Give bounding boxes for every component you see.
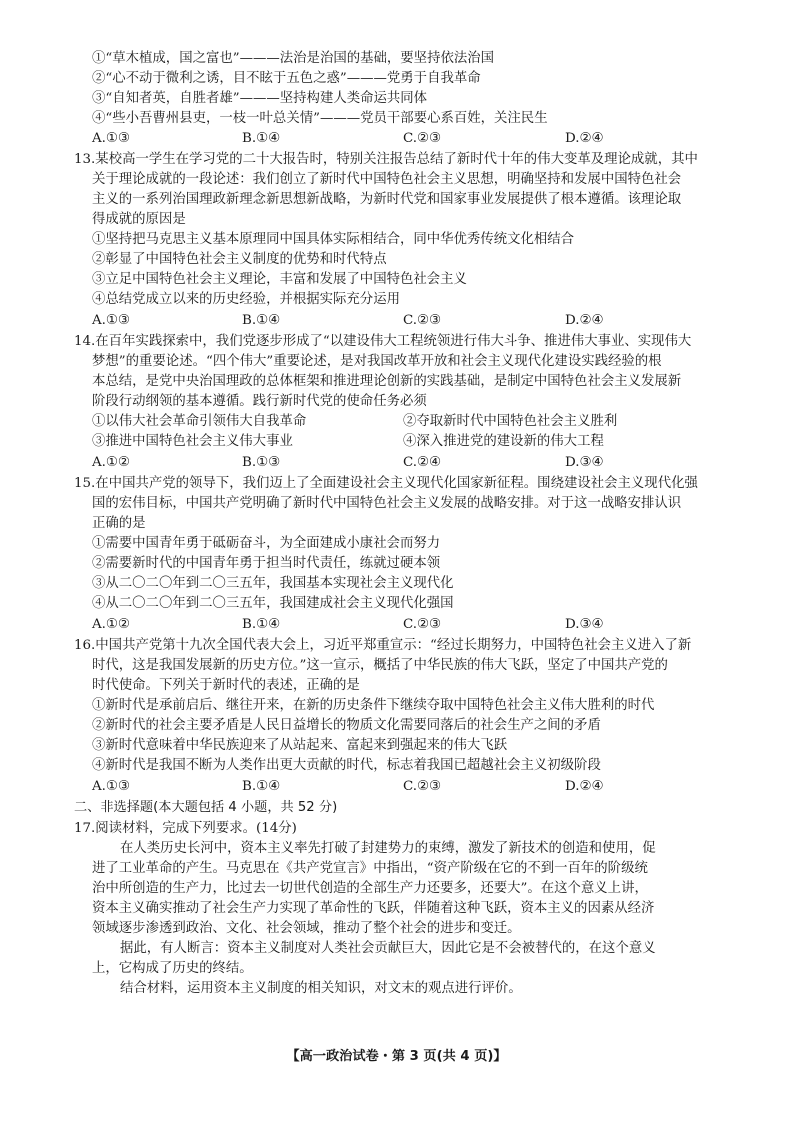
q15-option-b: B.①④ [242, 617, 281, 632]
q16-option-b: B.①④ [242, 779, 281, 794]
q12-item-3: ③“自知者英，自胜者雄”———坚持构建人类命运共同体 [92, 91, 428, 106]
q14-item-3: ③推进中国特色社会主义伟大事业 [92, 434, 293, 449]
page-footer: 【高一政治试卷・第 3 页(共 4 页)】 [286, 1049, 507, 1064]
q15-option-d: D.③④ [565, 617, 604, 632]
q17-material-line: 领域逐步渗透到政治、文化、社会领域，推动了整个社会的进步和变迁。 [92, 921, 521, 936]
q14-item-2: ②夺取新时代中国特色社会主义胜利 [403, 414, 618, 429]
q15-item-4: ④从二〇二〇年到二〇三五年，我国建成社会主义现代化强国 [92, 596, 454, 611]
q15-stem-3: 正确的是 [92, 516, 146, 531]
q13-option-c: C.②③ [403, 313, 442, 328]
q13-item-1: ①坚持把马克思主义基本原理同中国具体实际相结合，同中华优秀传统文化相结合 [92, 232, 575, 247]
q13-option-b: B.①④ [242, 313, 281, 328]
q14-stem-2: 梦想”的重要论述。“四个伟大”重要论述，是对我国改革开放和社会主义现代化建设实践经验的根 [92, 354, 662, 369]
q15-item-3: ③从二〇二〇年到二〇三五年，我国基本实现社会主义现代化 [92, 576, 454, 591]
q17-claim-line: 据此，有人断言：资本主义制度对人类社会贡献巨大，因此它是不会被替代的，在这个意义 [120, 941, 656, 956]
q13-item-3: ③立足中国特色社会主义理论，丰富和发展了中国特色社会主义 [92, 272, 467, 287]
section-heading: 二、非选择题(本大题包括 4 小题，共 52 分) [74, 800, 338, 815]
q15-item-2: ②需要新时代的中国青年勇于担当时代责任，练就过硬本领 [92, 556, 441, 571]
q13-stem-4: 得成就的原因是 [92, 212, 186, 227]
q14-option-a: A.①② [92, 455, 130, 470]
q13-stem-1: 13.某校高一学生在学习党的二十大报告时，特别关注报告总结了新时代十年的伟大变革及理论成就，其中 [74, 152, 698, 167]
q15-stem-1: 15.在中国共产党的领导下，我们迈上了全面建设社会主义现代化国家新征程。围绕建设社会主义现代化强 [74, 476, 698, 491]
q16-stem-3: 时代使命。下列关于新时代的表述，正确的是 [92, 678, 360, 693]
q13-stem-3: 主义的一系列治国理政新理念新思想新战略，为新时代党和国家事业发展提供了根本遵循。该理论取 [92, 192, 682, 207]
q15-option-c: C.②③ [403, 617, 442, 632]
q15-option-a: A.①② [92, 617, 130, 632]
q14-option-c: C.②④ [403, 455, 442, 470]
q14-stem-3: 本总结，是党中央治国理政的总体框架和推进理论创新的实践基础，是制定中国特色社会主义发展新 [92, 374, 682, 389]
q16-item-3: ③新时代意味着中华民族迎来了从站起来、富起来到强起来的伟大飞跃 [92, 738, 508, 753]
q17-task: 结合材料，运用资本主义制度的相关知识，对文末的观点进行评价。 [120, 981, 522, 996]
q14-stem-4: 阶段行动纲领的基本遵循。践行新时代党的使命任务必须 [92, 394, 427, 409]
q12-option-a: A.①③ [92, 131, 130, 146]
q16-stem-2: 时代，这是我国发展新的历史方位。”这一宣示，概括了中华民族的伟大飞跃，坚定了中国共产党的 [92, 658, 668, 673]
q16-item-2: ②新时代的社会主要矛盾是人民日益增长的物质文化需要同落后的社会生产之间的矛盾 [92, 718, 601, 733]
q17-material-line: 资本主义确实推动了社会生产力实现了革命性的飞跃，伴随着这种飞跃，资本主义的因素从经济 [92, 901, 655, 916]
q16-option-a: A.①③ [92, 779, 130, 794]
q13-option-a: A.①③ [92, 313, 130, 328]
q14-item-1: ①以伟大社会革命引领伟大自我革命 [92, 414, 307, 429]
q16-option-d: D.②④ [565, 779, 604, 794]
q15-stem-2: 国的宏伟目标，中国共产党明确了新时代中国特色社会主义发展的战略安排。对于这一战略安排认识 [92, 496, 682, 511]
q12-option-d: D.②④ [565, 131, 604, 146]
q12-item-2: ②“心不动于微利之诱，目不眩于五色之惑”———党勇于自我革命 [92, 71, 481, 86]
q16-option-c: C.②③ [403, 779, 442, 794]
q17-material-line: 在人类历史长河中，资本主义率先打破了封建势力的束缚，激发了新技术的创造和使用，促 [120, 841, 656, 856]
q13-option-d: D.②④ [565, 313, 604, 328]
q13-item-2: ②彰显了中国特色社会主义制度的优势和时代特点 [92, 252, 387, 267]
q17-claim-line: 上，它构成了历史的终结。 [92, 961, 253, 976]
q12-item-1: ①“草木植成，国之富也”———法治是治国的基础，要坚持依法治国 [92, 51, 495, 66]
q13-item-4: ④总结党成立以来的历史经验，并根据实际充分运用 [92, 292, 400, 307]
q14-stem-1: 14.在百年实践探索中，我们党逐步形成了“以建设伟大工程统领进行伟大斗争、推进伟大事业、实现伟大 [74, 334, 692, 349]
q16-item-1: ①新时代是承前启后、继往开来，在新的历史条件下继续夺取中国特色社会主义伟大胜利的时代 [92, 698, 655, 713]
q15-item-1: ①需要中国青年勇于砥砺奋斗，为全面建成小康社会而努力 [92, 536, 441, 551]
q17-heading: 17.阅读材料，完成下列要求。(14分) [74, 821, 297, 836]
q17-material-line: 治中所创造的生产力，比过去一切世代创造的全部生产力还要多，还要大”。在这个意义上讲， [92, 881, 648, 896]
q14-item-4: ④深入推进党的建设新的伟大工程 [403, 434, 604, 449]
q12-item-4: ④“些小吾曹州县吏，一枝一叶总关情”———党员干部要心系百姓，关注民生 [92, 111, 548, 126]
q12-option-b: B.①④ [242, 131, 281, 146]
q16-item-4: ④新时代是我国不断为人类作出更大贡献的时代，标志着我国已超越社会主义初级阶段 [92, 758, 601, 773]
q12-option-c: C.②③ [403, 131, 442, 146]
q13-stem-2: 关于理论成就的一段论述：我们创立了新时代中国特色社会主义思想，明确坚持和发展中国特色社会 [92, 172, 682, 187]
q14-option-b: B.①③ [242, 455, 281, 470]
q16-stem-1: 16.中国共产党第十九次全国代表大会上，习近平郑重宣示：“经过长期努力，中国特色社会主义进入了新 [74, 638, 692, 653]
q17-material-line: 进了工业革命的产生。马克思在《共产党宣言》中指出，“资产阶级在它的不到一百年的阶级统 [92, 861, 648, 876]
q14-option-d: D.③④ [565, 455, 604, 470]
